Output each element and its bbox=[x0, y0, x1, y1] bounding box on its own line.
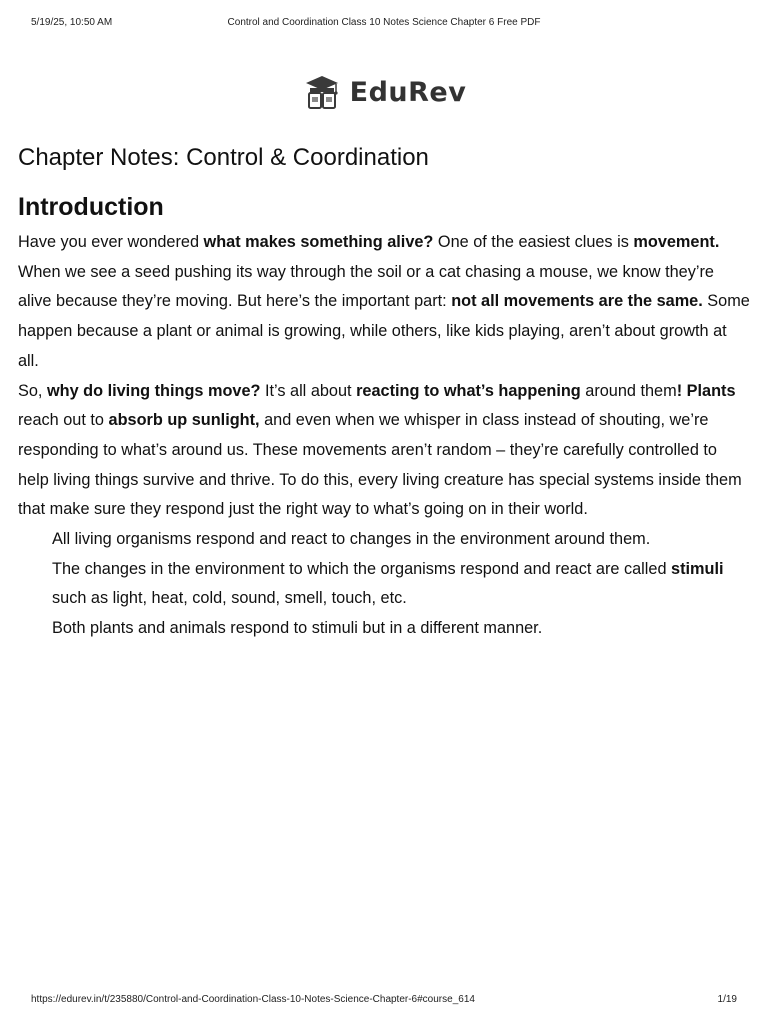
print-header bbox=[0, 17, 768, 31]
bold-text: absorb up sunlight, bbox=[108, 411, 260, 430]
bold-text: why do living things move? bbox=[46, 381, 261, 400]
text-run: The changes in the environment to which the organisms respond and react are called bbox=[52, 559, 672, 578]
section-title: Introduction bbox=[18, 193, 164, 221]
bold-text: reacting to what’s happening bbox=[356, 381, 581, 400]
page-url[interactable]: https://edurev.in/t/235880/Control-and-Coordination-Class-10-Notes-Science-Chapter-6#course_614 bbox=[31, 994, 475, 1005]
chapter-title: Chapter Notes: Control & Coordination bbox=[18, 144, 429, 171]
page-number: 1/19 bbox=[717, 994, 737, 1005]
list-item bbox=[52, 614, 750, 644]
text-run: It’s all about bbox=[260, 381, 357, 400]
list-item bbox=[52, 555, 750, 614]
graduate-cap-book-icon bbox=[302, 73, 342, 111]
text-run: such as light, heat, cold, sound, smell, touch, etc. bbox=[52, 589, 407, 608]
text-run: When we see a seed pushing its way through the soil or a cat chasing a mouse, we know they’re alive because they’re moving. But here’s the important part: bbox=[18, 262, 714, 311]
text-run: reach out to bbox=[18, 411, 109, 430]
text-run: around them bbox=[580, 381, 677, 400]
bold-text: stimuli bbox=[671, 559, 724, 578]
bullet-list bbox=[18, 525, 750, 644]
text-run: Some happen because a plant or animal is growing, while others, like kids playing, aren’t about growth at all. bbox=[18, 292, 750, 370]
logo-text: EduRev bbox=[349, 76, 467, 108]
edurev-logo[interactable] bbox=[0, 72, 768, 112]
text-run: Both plants and animals respond to stimuli but in a different manner. bbox=[52, 619, 543, 638]
text-run: So, bbox=[18, 381, 47, 400]
intro-paragraph-1 bbox=[18, 228, 750, 377]
bold-text: ! Plants bbox=[676, 381, 736, 400]
text-run: One of the easiest clues is bbox=[433, 233, 634, 251]
intro-paragraph-2 bbox=[18, 377, 750, 526]
bold-text: movement. bbox=[633, 233, 720, 251]
print-footer bbox=[0, 994, 768, 1008]
document-content bbox=[18, 140, 750, 644]
text-run: and even when we whisper in class instead of shouting, we’re responding to what’s around us. These movements aren’t random – they’re carefully controlled to help living things survive and thrive. To do this, every living creature has special systems inside them that make sure they respond just the right way to what’s going on in their world. bbox=[18, 411, 742, 519]
bold-text: not all movements are the same. bbox=[451, 292, 703, 311]
text-run: All living organisms respond and react to changes in the environment around them. bbox=[52, 530, 651, 549]
print-page-title: Control and Coordination Class 10 Notes Science Chapter 6 Free PDF bbox=[227, 17, 541, 28]
bold-text: what makes something alive? bbox=[203, 233, 434, 251]
print-datetime: 5/19/25, 10:50 AM bbox=[31, 17, 113, 28]
text-run: Have you ever wondered bbox=[18, 233, 204, 251]
list-item bbox=[52, 525, 750, 555]
